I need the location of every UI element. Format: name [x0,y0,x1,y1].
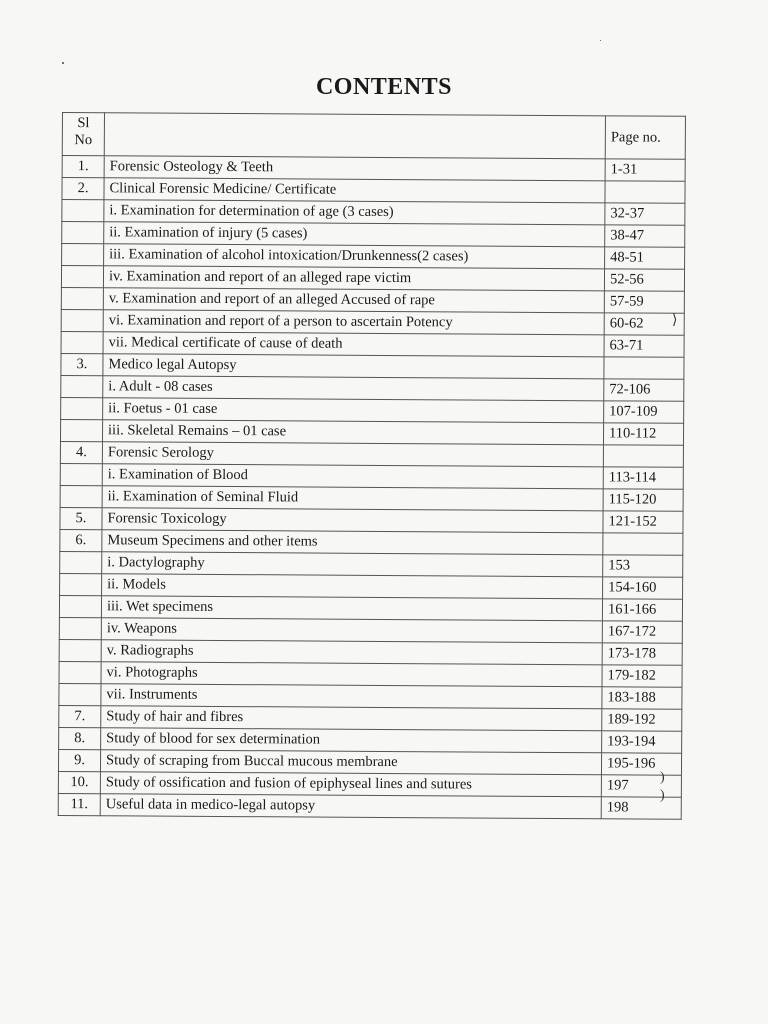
sl-number [62,244,104,266]
sl-number [60,463,102,485]
sl-number: 1. [62,156,104,178]
entry-title: Clinical Forensic Medicine/ Certificate [104,178,605,203]
table-row [58,793,681,819]
page-title: CONTENTS [315,74,453,100]
sl-number [61,375,103,397]
page-range: 154-160 [603,577,683,599]
entry-title: Useful data in medico-legal autopsy [100,794,601,819]
sl-number: 3. [61,353,103,375]
sl-number [61,331,103,353]
sl-number: 2. [62,178,104,200]
entry-title: Study of blood for sex determination [101,728,602,753]
page-range: 57-59 [604,291,684,313]
page-range: 161-166 [602,599,682,621]
entry-title: Study of ossification and fusion of epiphyseal lines and sutures [100,772,601,797]
sl-number [60,551,102,573]
page-range: 195-196 [601,753,681,775]
page-range: 38-47 [605,225,685,247]
page-range: 110-112 [603,423,683,445]
entry-title: i. Dactylography [102,552,603,577]
sl-number [61,397,103,419]
entry-title: iii. Skeletal Remains – 01 case [102,420,603,445]
page-range: 153 [603,555,683,577]
sl-number [60,573,102,595]
entry-title: Museum Specimens and other items [102,530,603,555]
page-range: 107-109 [604,401,684,423]
page-range: 52-56 [604,269,684,291]
page-range: 193-194 [602,731,682,753]
pen-mark: ⟩ [672,313,678,328]
entry-title: iv. Examination and report of an alleged rape victim [103,266,604,291]
page-no-header: Page no. [605,116,685,159]
entry-title: iii. Examination of alcohol intoxication/Drunkenness(2 cases) [104,244,605,269]
page-range: 198 [601,797,681,819]
page-range [603,445,683,467]
scan-speck [62,62,64,64]
page-range: 179-182 [602,665,682,687]
page-range: 60-62 [604,313,684,335]
contents-table [58,112,686,820]
entry-title: vi. Photographs [101,662,602,687]
sl-number [59,683,101,705]
scan-speck [600,40,601,41]
page-range: 183-188 [602,687,682,709]
sl-number [59,639,101,661]
sl-number [59,595,101,617]
entry-title: Study of scraping from Buccal mucous membrane [100,750,601,775]
table-header-row [62,113,685,160]
entry-title: vii. Medical certificate of cause of death [103,332,604,357]
entry-title: ii. Models [102,574,603,599]
page-range: 1-31 [605,159,685,181]
sl-number: 5. [60,507,102,529]
sl-number [62,222,104,244]
sl-number: 8. [59,727,101,749]
page-range: 173-178 [602,643,682,665]
sl-number [61,287,103,309]
entry-title: iii. Wet specimens [101,596,602,621]
sl-number [60,419,102,441]
sl-no-header: Sl No [62,113,104,156]
sl-number: 11. [58,793,100,815]
page-range [605,181,685,203]
page-range [603,533,683,555]
page-range: 32-37 [605,203,685,225]
sl-number [60,485,102,507]
entry-title: vi. Examination and report of a person to ascertain Potency [103,310,604,335]
entry-title: ii. Foetus - 01 case [103,398,604,423]
entry-title: i. Examination for determination of age (3 cases) [104,200,605,225]
page-range: 167-172 [602,621,682,643]
sl-number: 7. [59,705,101,727]
entry-title: Forensic Serology [102,442,603,467]
entry-title: vii. Instruments [101,684,602,709]
page-range: 72-106 [604,379,684,401]
entry-title: v. Examination and report of an alleged Accused of rape [103,288,604,313]
sl-number [61,266,103,288]
sl-number: 4. [60,441,102,463]
page-range [604,357,684,379]
entry-title: i. Adult - 08 cases [103,376,604,401]
entry-title: ii. Examination of Seminal Fluid [102,486,603,511]
page-range: 197 [601,775,681,797]
page-range: 189-192 [602,709,682,731]
page-range: 121-152 [603,511,683,533]
sl-number: 10. [58,771,100,793]
entry-title: Forensic Osteology & Teeth [104,156,605,181]
sl-number [62,200,104,222]
sl-number: 9. [58,749,100,771]
entry-title: Forensic Toxicology [102,508,603,533]
sl-number [59,617,101,639]
sl-number: 6. [60,529,102,551]
page-range: 115-120 [603,489,683,511]
pen-mark: ) [660,770,665,785]
sl-number [59,661,101,683]
pen-mark: ) [660,788,665,803]
blank-header [104,113,605,159]
sl-number [61,309,103,331]
page-range: 113-114 [603,467,683,489]
entry-title: Study of hair and fibres [101,706,602,731]
page-range: 48-51 [605,247,685,269]
page-range: 63-71 [604,335,684,357]
entry-title: iv. Weapons [101,618,602,643]
entry-title: ii. Examination of injury (5 cases) [104,222,605,247]
entry-title: Medico legal Autopsy [103,354,604,379]
entry-title: v. Radiographs [101,640,602,665]
entry-title: i. Examination of Blood [102,464,603,489]
